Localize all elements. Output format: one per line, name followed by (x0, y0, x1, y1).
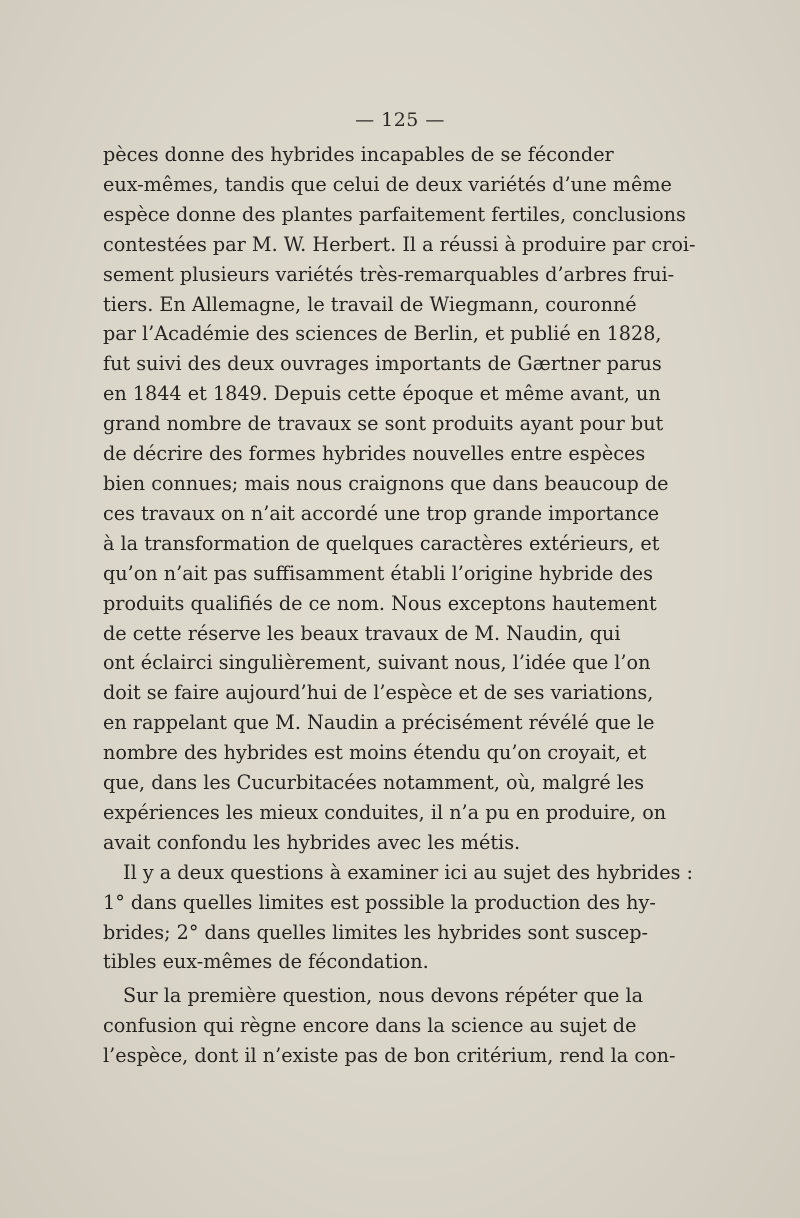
text-line: avait confondu les hybrides avec les métis. (103, 830, 521, 854)
paragraph (103, 858, 693, 978)
text-line: de cette réserve les beaux travaux de M. Naudin, qui (103, 621, 621, 645)
text-block (103, 140, 696, 1071)
text-line: Il y a deux questions à examiner ici au sujet des hybrides : (123, 860, 693, 884)
page-number: — 125 — (355, 109, 445, 131)
text-line: produits qualifiés de ce nom. Nous exceptons hautement (103, 591, 657, 615)
text-line: expériences les mieux conduites, il n’a pu en produire, on (103, 800, 667, 824)
text-line: pèces donne des hybrides incapables de se féconder (103, 143, 614, 166)
text-line: 1° dans quelles limites est possible la production des hy- (103, 890, 656, 914)
text-line: contestées par M. W. Herbert. Il a réussi à produire par croi- (103, 232, 696, 256)
text-line: de décrire des formes hybrides nouvelles entre espèces (103, 442, 646, 466)
text-line: en rappelant que M. Naudin a précisément révélé que le (103, 711, 655, 735)
text-line: l’espèce, dont il n’existe pas de bon critérium, rend la con- (103, 1044, 676, 1068)
text-line: qu’on n’ait pas suffisamment établi l’origine hybride des (103, 561, 653, 585)
text-line: bien connues; mais nous craignons que dans beaucoup de (103, 471, 669, 495)
text-line: nombre des hybrides est moins étendu qu’on croyait, et (103, 741, 647, 765)
text-line: doit se faire aujourd’hui de l’espèce et de ses variations, (103, 681, 654, 705)
text-line: Sur la première question, nous devons répéter que la (123, 984, 644, 1008)
text-line: fut suivi des deux ouvrages importants de Gærtner parus (103, 352, 662, 376)
paragraph (103, 140, 696, 858)
text-line: grand nombre de travaux se sont produits ayant pour but (103, 412, 664, 436)
text-line: confusion qui règne encore dans la science au sujet de (103, 1014, 637, 1038)
text-line: sement plusieurs variétés très-remarquables d’arbres frui- (103, 262, 675, 286)
text-line: en 1844 et 1849. Depuis cette époque et même avant, un (103, 382, 661, 406)
paragraph (103, 981, 676, 1071)
text-line: ces travaux on n’ait accordé une trop grande importance (103, 501, 660, 525)
text-line: à la transformation de quelques caractères extérieurs, et (103, 531, 660, 555)
text-line: ont éclairci singulièrement, suivant nous, l’idée que l’on (103, 651, 651, 675)
text-line: espèce donne des plantes parfaitement fertiles, conclusions (103, 202, 686, 226)
text-line: eux-mêmes, tandis que celui de deux variétés d’une même (103, 172, 672, 196)
text-line: que, dans les Cucurbitacées notamment, où, malgré les (103, 771, 645, 795)
text-line: tiers. En Allemagne, le travail de Wiegmann, couronné (103, 292, 637, 316)
text-line: brides; 2° dans quelles limites les hybrides sont suscep- (103, 920, 649, 944)
text-line: par l’Académie des sciences de Berlin, et publié en 1828, (103, 322, 662, 346)
text-line: tibles eux-mêmes de fécondation. (103, 950, 429, 974)
